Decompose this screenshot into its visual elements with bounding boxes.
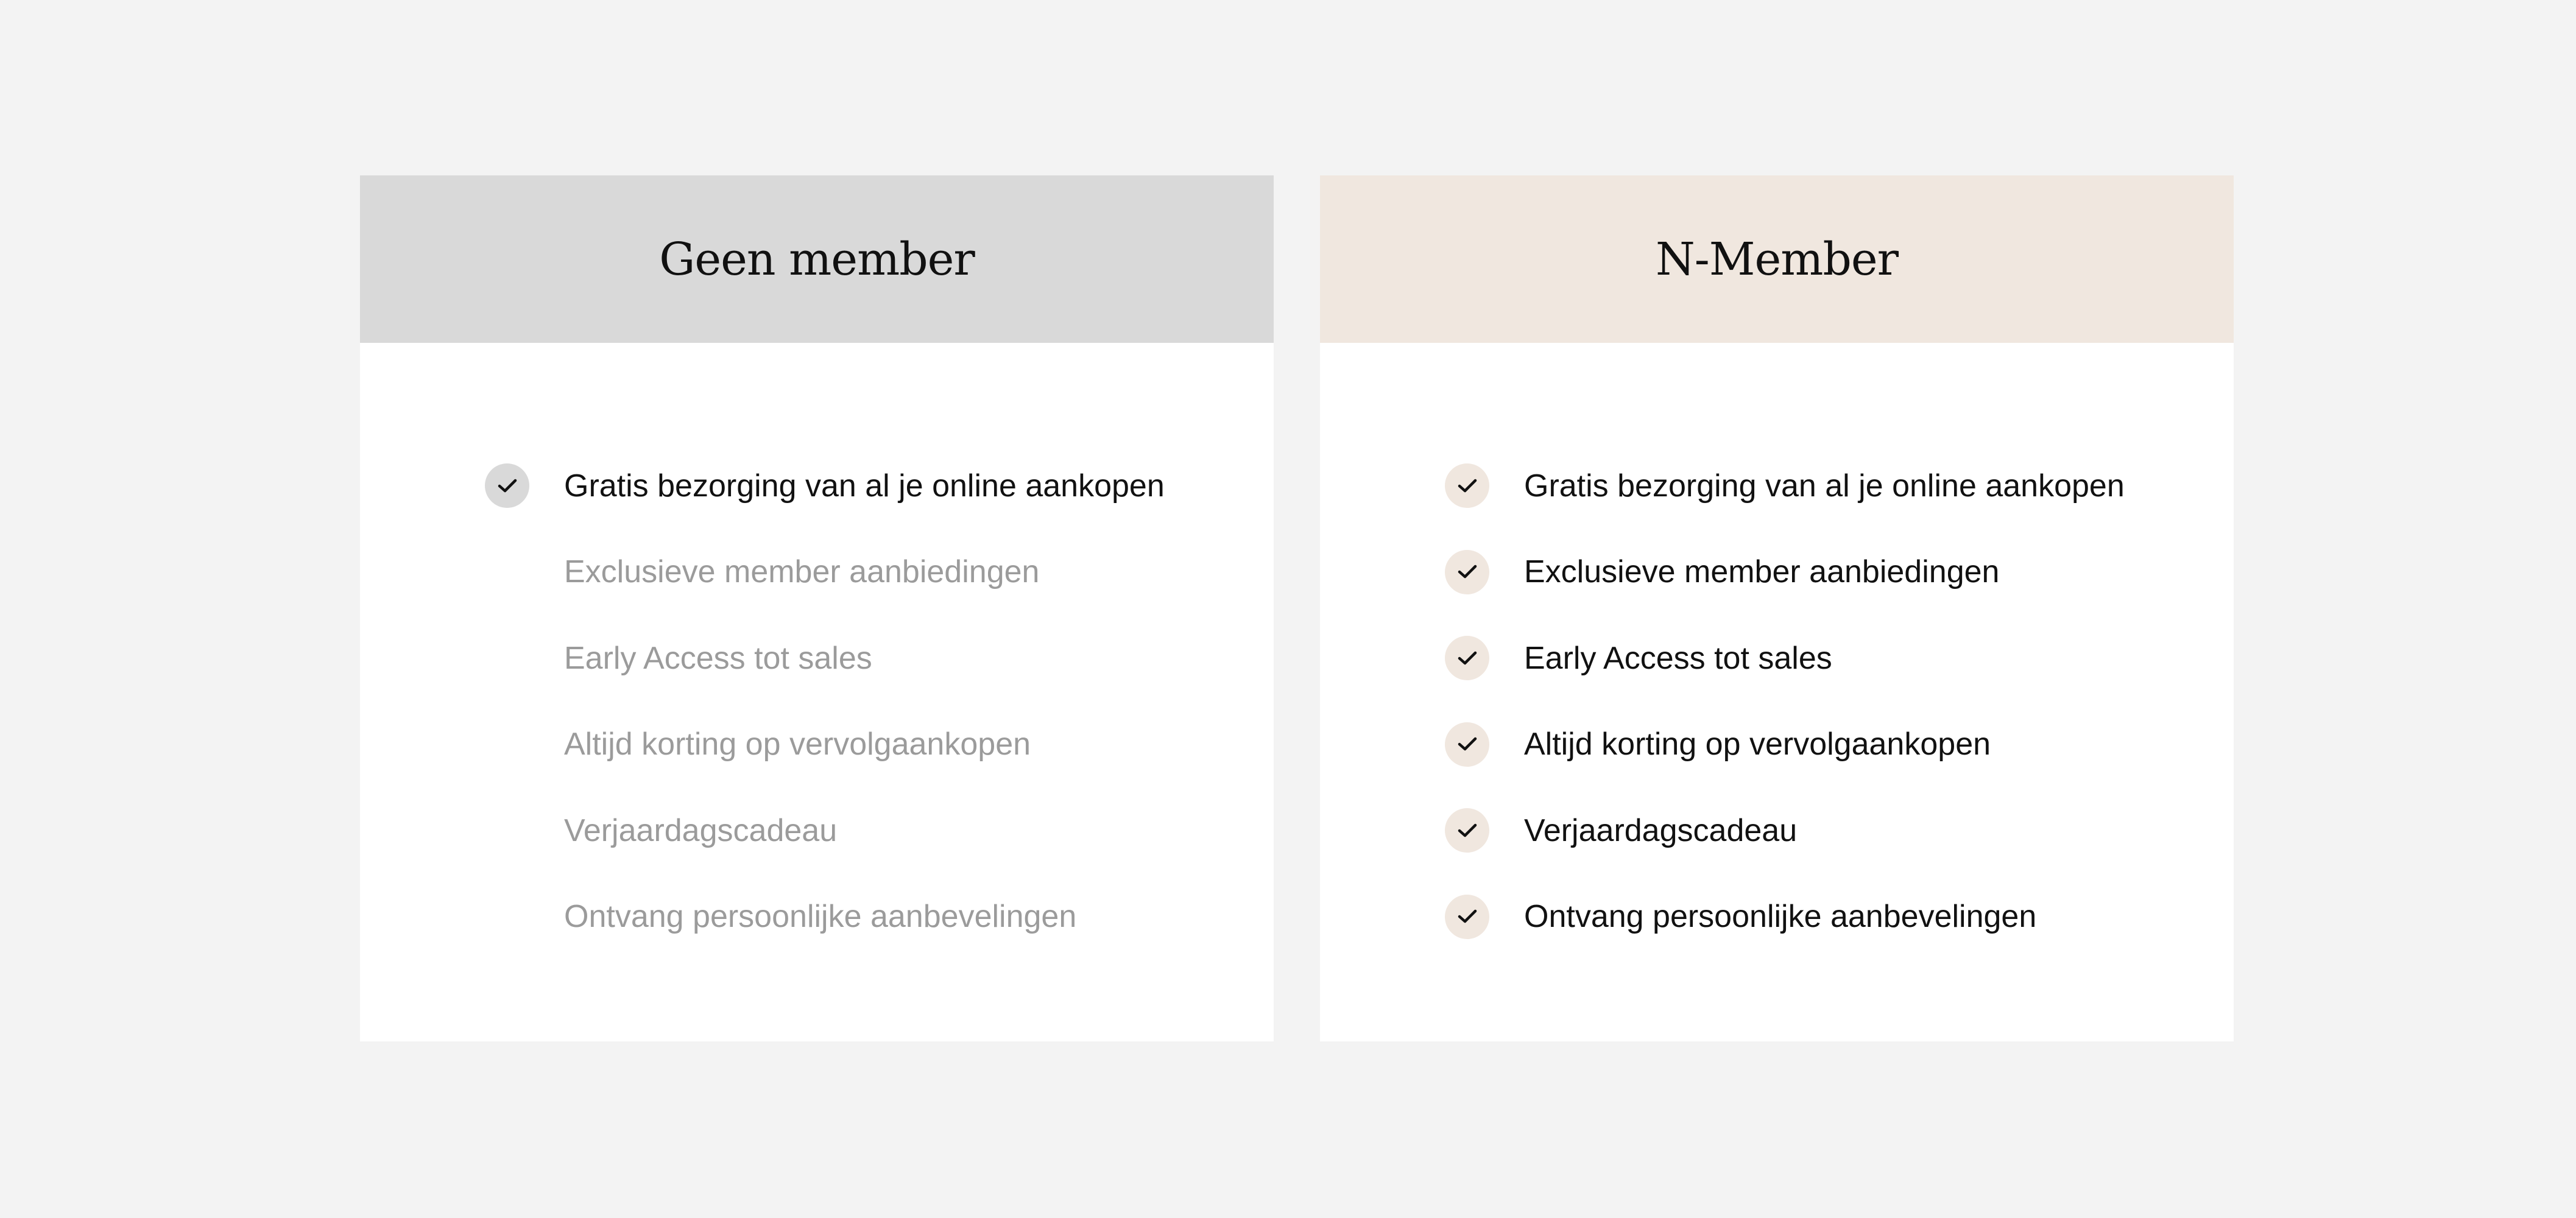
- feature-label: Ontvang persoonlijke aanbevelingen: [564, 899, 1077, 935]
- feature-label: Altijd korting op vervolgaankopen: [564, 727, 1031, 762]
- checkmark-icon: [1445, 463, 1489, 508]
- feature-label: Gratis bezorging van al je online aankopen: [564, 468, 1165, 504]
- plan-header: [360, 175, 1274, 343]
- feature-item: [485, 702, 1165, 788]
- plan-card-geen-member: [360, 175, 1274, 1041]
- feature-label: Altijd korting op vervolgaankopen: [1524, 727, 1991, 762]
- plan-title: Geen member: [659, 233, 975, 286]
- feature-label: Ontvang persoonlijke aanbevelingen: [1524, 899, 2037, 935]
- feature-item: [1445, 529, 2125, 616]
- feature-item: [485, 615, 1165, 702]
- feature-label: Exclusieve member aanbiedingen: [564, 554, 1040, 590]
- checkmark-icon: [1445, 636, 1489, 680]
- feature-item: [485, 529, 1165, 616]
- feature-item: [485, 443, 1165, 529]
- feature-item: [1445, 615, 2125, 702]
- feature-label: Gratis bezorging van al je online aankopen: [1524, 468, 2125, 504]
- feature-item: [485, 787, 1165, 874]
- plan-header: [1320, 175, 2234, 343]
- feature-list: [1445, 443, 2125, 960]
- checkmark-icon: [485, 463, 529, 508]
- feature-item: [1445, 874, 2125, 960]
- plan-title: N-Member: [1655, 233, 1899, 286]
- feature-item: [1445, 702, 2125, 788]
- checkmark-icon: [1445, 722, 1489, 767]
- feature-label: Early Access tot sales: [564, 640, 872, 676]
- feature-label: Exclusieve member aanbiedingen: [1524, 554, 2000, 590]
- feature-item: [1445, 787, 2125, 874]
- checkmark-icon: [1445, 895, 1489, 939]
- checkmark-icon: [1445, 550, 1489, 594]
- feature-list: [485, 443, 1165, 960]
- feature-label: Verjaardagscadeau: [1524, 812, 1798, 848]
- feature-item: [485, 874, 1165, 960]
- feature-label: Early Access tot sales: [1524, 640, 1832, 676]
- feature-label: Verjaardagscadeau: [564, 812, 838, 848]
- plan-card-n-member: [1320, 175, 2234, 1041]
- feature-item: [1445, 443, 2125, 529]
- checkmark-icon: [1445, 808, 1489, 853]
